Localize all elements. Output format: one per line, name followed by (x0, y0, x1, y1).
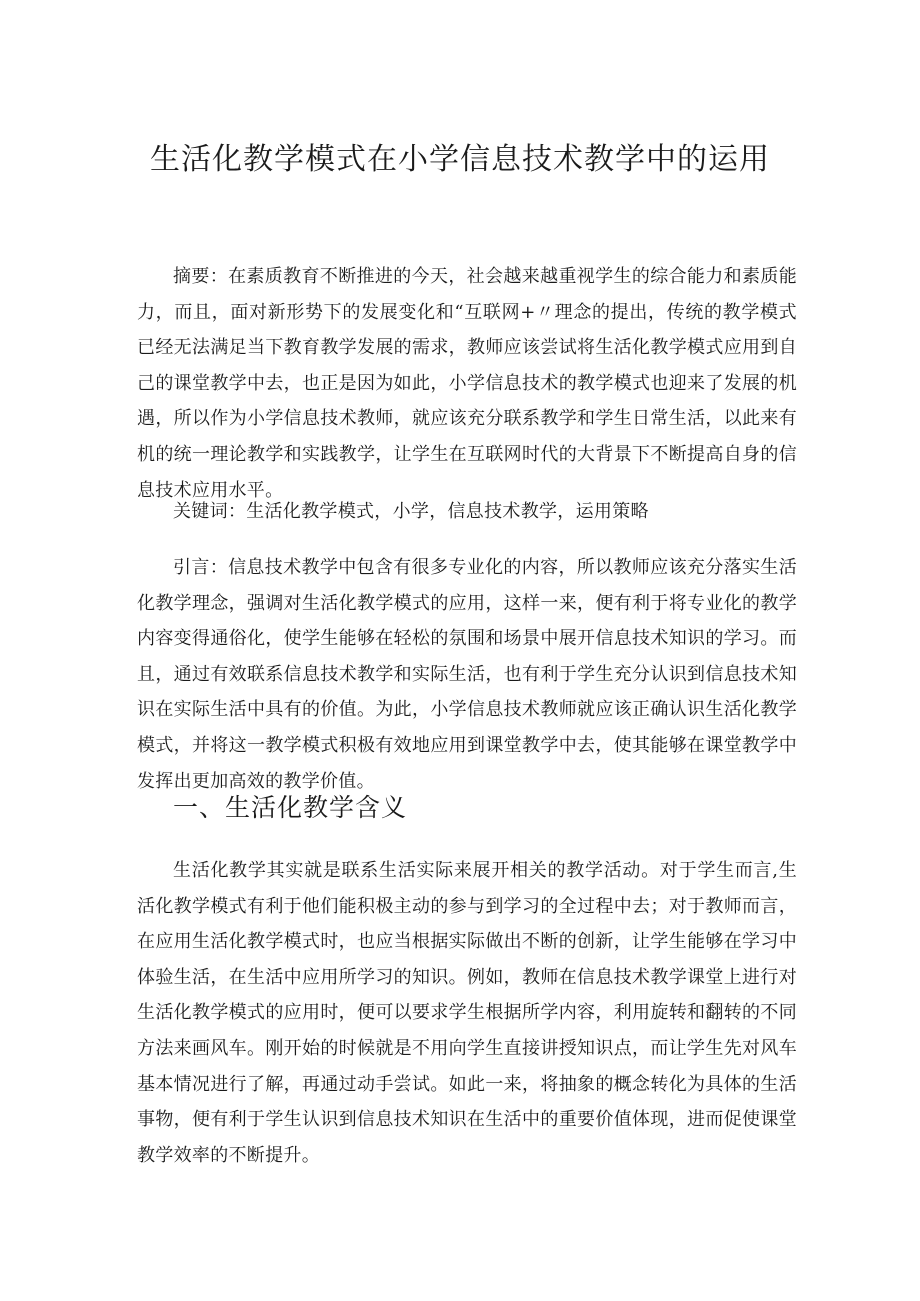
document-title: 生活化教学模式在小学信息技术教学中的运用 (150, 142, 770, 177)
keywords-paragraph: 关键词：生活化教学模式，小学，信息技术教学，运用策略 (173, 501, 649, 522)
section-1-body-paragraph: 生活化教学其实就是联系生活实际来展开相关的教学活动。对于学生而言,生活化教学模式有利于他们能积极主动的参与到学习的全过程中去；对于教师而言，在应用生活化教学模式时，也应当根据实际做出不断的创新，让学生能够在学习中体验生活，在生活中应用所学习的知识。例如，教师在信息技术教学课堂上进行对生活化教学模式的应用时，便可以要求学生根据所学内容，利用旋转和翻转的不同方法来画风车。刚开始的时候就是不用向学生直接讲授知识点，而让学生先对风车基本情况进行了解，再通过动手尝试。如此一来，将抽象的概念转化为具体的生活事物，便有利于学生认识到信息技术知识在生活中的重要价值体现，进而促使课堂教学效率的不断提升。 (137, 860, 797, 1166)
introduction-paragraph: 引言：信息技术教学中包含有很多专业化的内容，所以教师应该充分落实生活化教学理念，强调对生活化教学模式的应用，这样一来，便有利于将专业化的教学内容变得通俗化，使学生能够在轻松的氛围和场景中展开信息技术知识的学习。而且，通过有效联系信息技术教学和实际生活，也有利于学生充分认识到信息技术知识在实际生活中具有的价值。为此，小学信息技术教师就应该正确认识生活化教学模式，并将这一教学模式积极有效地应用到课堂教学中去，使其能够在课堂教学中发挥出更加高效的教学价值。 (137, 557, 797, 792)
abstract-paragraph: 摘要：在素质教育不断推进的今天，社会越来越重视学生的综合能力和素质能力，而且，面对新形势下的发展变化和“互联网+〃理念的提出，传统的教学模式已经无法满足当下教育教学发展的需求，教师应该尝试将生活化教学模式应用到自己的课堂教学中去，也正是因为如此，小学信息技术的教学模式也迎来了发展的机遇，所以作为小学信息技术教师，就应该充分联系教学和学生日常生活，以此来有机的统一理论教学和实践教学，让学生在互联网时代的大背景下不断提高自身的信息技术应用水平。 (137, 266, 797, 501)
section-1-heading: 一、生活化教学含义 (173, 793, 408, 822)
